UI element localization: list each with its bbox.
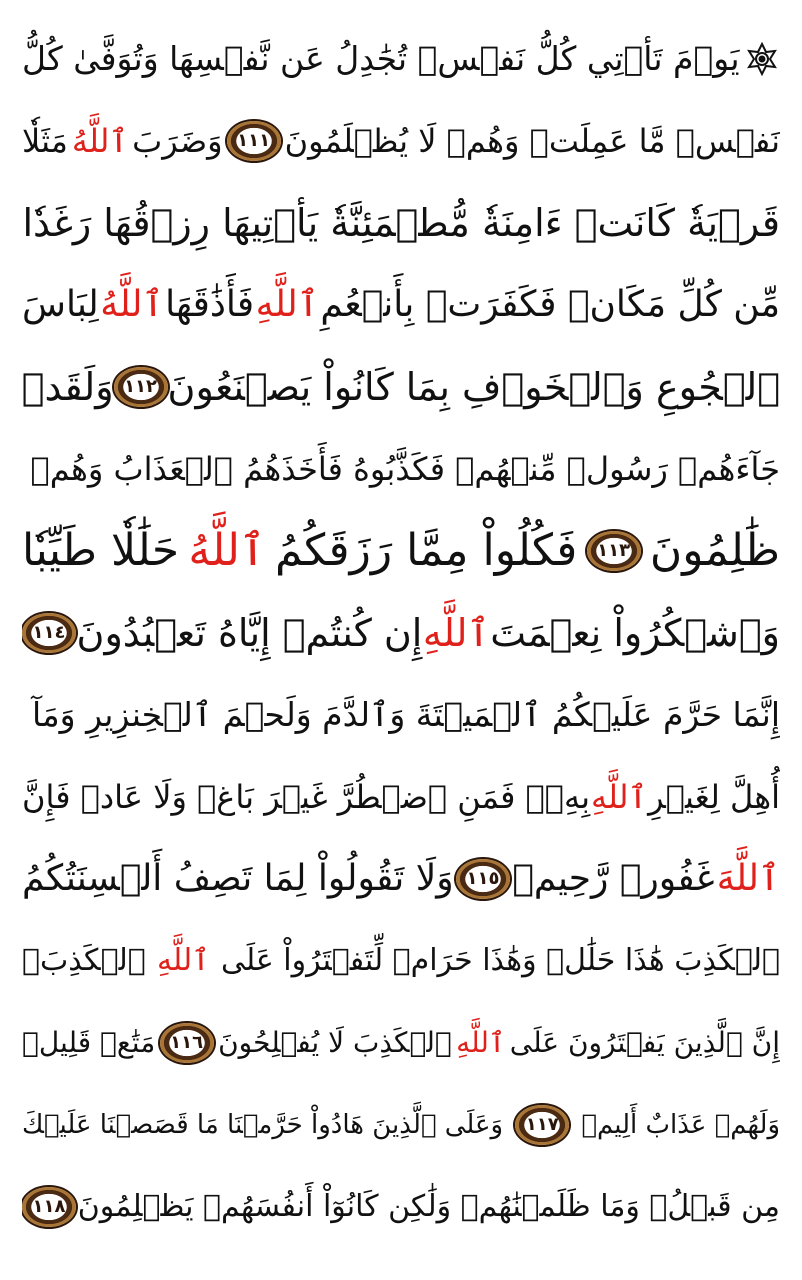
verse-text: وَضَرَبَ (132, 122, 223, 160)
ayah-number-marker: ١١٦ (160, 1023, 214, 1063)
verse-text: فَكُلُواْ مِمَّا رَزَقَكُمُ (274, 525, 578, 576)
divine-name-text: ٱللَّهِ (422, 611, 490, 655)
verse-text: وَعَلَى ٱلَّذِينَ هَادُواْ حَرَّمۡنَا مَا قَصَصۡنَا عَلَيۡكَ (22, 1110, 504, 1140)
verse-text: إِن كُنتُمۡ إِيَّاهُ تَعۡبُدُونَ (76, 611, 423, 655)
verse-text: نَفۡسٖ مَّا عَمِلَتۡ وَهُمۡ لَا يُظۡلَمُونَ (284, 122, 780, 160)
ayah-number-marker: ١١٣ (587, 531, 641, 571)
verse-line (22, 182, 780, 264)
verse-text: بِهِۦۖ فَمَنِ ٱضۡطُرَّ غَيۡرَ بَاغٖ وَلَا عَادٖ فَإِنَّ (22, 778, 591, 816)
verse-text: مَتَٰعٞ قَلِيلٞ (22, 1026, 156, 1059)
verse-text: أُهِلَّ لِغَيۡرِ (648, 778, 780, 816)
ayah-number-marker: ١١٢ (114, 367, 168, 407)
verse-line (22, 100, 780, 182)
verse-text: فَأَذَٰقَهَا (165, 284, 255, 325)
verse-text: وَلَا تَقُولُواْ لِمَا تَصِفُ أَلۡسِنَتُكُمُ (22, 858, 454, 899)
ayah-number-marker: ١١٧ (515, 1105, 569, 1145)
verse-line (22, 756, 780, 838)
verse-text: حَلَٰلٗا طَيِّبٗا (22, 525, 180, 576)
verse-text: ٱلۡجُوعِ وَٱلۡخَوۡفِ بِمَا كَانُواْ يَصۡنَعُونَ (167, 365, 780, 409)
divine-name-text: ٱللَّهَ (716, 858, 780, 899)
verse-text: مِّن كُلِّ مَكَانٖ فَكَفَرَتۡ بِأَنۡعُمِ (320, 284, 780, 325)
divine-name-text: ٱللَّهِ (456, 1026, 506, 1059)
divine-name-text: ٱللَّهُ (188, 525, 266, 576)
verse-text: جَآءَهُمۡ رَسُولٞ مِّنۡهُمۡ فَكَذَّبُوهُ فَأَخَذَهُمُ ٱلۡعَذَابُ وَهُمۡ (30, 450, 780, 488)
verse-line (22, 1166, 780, 1248)
verse-text: إِنَّ ٱلَّذِينَ يَفۡتَرُونَ عَلَى (509, 1026, 780, 1059)
verse-text: لِبَاسَ (22, 284, 99, 325)
verse-text: ٱلۡكَذِبَۚ (22, 943, 146, 978)
divine-name-text: ٱللَّهِ (156, 943, 210, 978)
verse-text: غَفُورٞ رَّحِيمٞ (512, 858, 715, 899)
verse-line (22, 510, 780, 592)
verse-text: يَوۡمَ تَأۡتِي كُلُّ نَفۡسٖ تُجَٰدِلُ عَن نَّفۡسِهَا وَتُوَفَّىٰ كُلُّ (22, 39, 740, 78)
ayah-number-marker: ١١١ (227, 121, 281, 161)
verse-line (22, 18, 780, 100)
divine-name-text: ٱللَّهُ (71, 122, 129, 160)
verse-text: ٱلۡكَذِبَ لَا يُفۡلِحُونَ (218, 1026, 452, 1059)
star-ornament-icon (744, 41, 780, 77)
verse-line (22, 428, 780, 510)
verse-line (22, 264, 780, 346)
ayah-number-marker: ١١٨ (22, 1187, 76, 1227)
verse-line (22, 1084, 780, 1166)
verse-text: وَٱشۡكُرُواْ نِعۡمَتَ (490, 611, 780, 655)
verse-text: مِن قَبۡلُۖ وَمَا ظَلَمۡنَٰهُمۡ وَلَٰكِن كَانُوٓاْ أَنفُسَهُمۡ يَظۡلِمُونَ (77, 1189, 780, 1224)
divine-name-text: ٱللَّهُ (100, 284, 164, 325)
verse-line (22, 674, 780, 756)
verse-text: مَثَلٗا (22, 122, 68, 160)
verse-line (22, 838, 780, 920)
divine-name-text: ٱللَّهِ (255, 284, 319, 325)
verse-text: ظَٰلِمُونَ (649, 525, 780, 576)
verse-line (22, 592, 780, 674)
verse-text: وَلَهُمۡ عَذَابٌ أَلِيمٞ (581, 1110, 780, 1140)
verse-line (22, 346, 780, 428)
divine-name-text: ٱللَّهِ (590, 778, 648, 816)
verse-line (22, 1002, 780, 1084)
verse-text: وَلَقَدۡ (22, 365, 114, 409)
verse-text: ٱلۡكَذِبَ هَٰذَا حَلَٰلٞ وَهَٰذَا حَرَامٞ لِّتَفۡتَرُواْ عَلَى (220, 943, 780, 978)
verse-text: قَرۡيَةٗ كَانَتۡ ءَامِنَةٗ مُّطۡمَئِنَّةٗ يَأۡتِيهَا رِزۡقُهَا رَغَدٗا (22, 201, 780, 245)
ayah-number-marker: ١١٥ (456, 859, 510, 899)
verse-line (22, 920, 780, 1002)
ayah-number-marker: ١١٤ (22, 613, 76, 653)
verse-text: إِنَّمَا حَرَّمَ عَلَيۡكُمُ ٱلۡمَيۡتَةَ وَٱلدَّمَ وَلَحۡمَ ٱلۡخِنزِيرِ وَمَآ (31, 695, 780, 734)
